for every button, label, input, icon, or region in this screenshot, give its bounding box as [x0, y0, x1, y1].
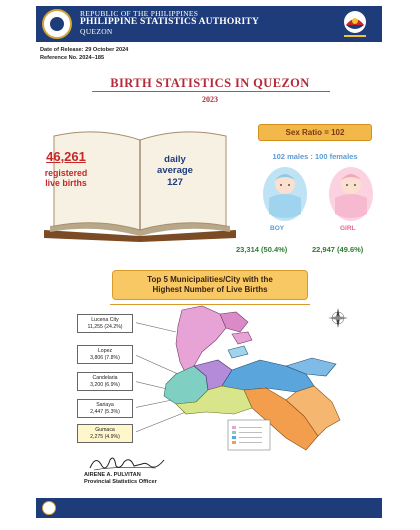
- callout-sariaya: [77, 399, 133, 418]
- signatory-name: AIRENE A. PULVITAN: [84, 472, 141, 478]
- callout-lucena: [77, 314, 133, 333]
- header-republic: REPUBLIC OF THE PHILIPPINES: [80, 9, 199, 18]
- psa-logo-icon: [42, 9, 72, 39]
- girl-label: GIRL: [340, 225, 356, 232]
- callout-value: 3,200 (6.9%): [90, 381, 120, 388]
- header-text: [80, 10, 310, 36]
- top5-heading: [113, 275, 307, 296]
- reference-number: Reference No. 2024–185: [40, 54, 105, 61]
- psa-header-banner: [36, 6, 382, 42]
- total-births-value: 46,261: [46, 149, 86, 164]
- callout-name: Lucena City: [91, 317, 119, 323]
- title-divider: [92, 91, 330, 92]
- connector-line: [136, 322, 176, 332]
- callout-name: Sariaya: [96, 402, 114, 408]
- callout-lopez: [77, 345, 133, 364]
- callout-name: Candelaria: [92, 375, 118, 381]
- callout-candelaria: [77, 372, 133, 391]
- release-date: Date of Release: 29 October 2024: [40, 47, 129, 53]
- footer-logo-icon: [42, 501, 56, 515]
- total-births-label-line1: registered: [44, 168, 88, 178]
- baby-boy-icon: [261, 164, 309, 222]
- baby-girl-icon: [327, 164, 375, 222]
- signature-image: [86, 452, 176, 474]
- release-info: [40, 47, 128, 62]
- psa-footer-banner: [36, 498, 382, 518]
- total-births-label: [32, 168, 100, 188]
- callout-name: Lopez: [97, 348, 113, 354]
- callout-gumaca: [77, 424, 133, 443]
- girl-births-value: 22,947 (49.6%): [312, 245, 364, 254]
- callout-value: 2,275 (4.9%): [90, 433, 120, 440]
- top5-heading-banner: [112, 270, 308, 300]
- daily-label-line1: daily: [164, 154, 186, 165]
- connector-line: [136, 400, 172, 408]
- callout-value: 3,806 (7.8%): [90, 354, 120, 361]
- callout-value: 11,255 (24.2%): [87, 323, 123, 330]
- boy-label: BOY: [270, 225, 285, 232]
- top5-heading-line1: Top 5 Municipalities/City with the: [147, 275, 273, 284]
- page-year: 2023: [202, 95, 218, 104]
- boy-births-value: 23,314 (50.4%): [236, 245, 288, 254]
- compass-icon: [328, 308, 348, 328]
- signatory-title: Provincial Statistics Officer: [84, 479, 157, 485]
- sex-ratio-label: Sex Ratio = 102: [285, 128, 345, 137]
- sex-ratio-banner: [258, 124, 372, 141]
- header-agency: PHILIPPINE STATISTICS AUTHORITY: [80, 16, 260, 27]
- top5-heading-line2: Highest Number of Live Births: [152, 285, 268, 295]
- daily-average: [145, 154, 205, 188]
- daily-label-line2: average: [157, 165, 193, 177]
- callout-value: 2,447 (5.3%): [90, 408, 120, 415]
- total-births-label-line2: live births: [45, 178, 87, 189]
- bagong-pilipinas-logo-icon: [338, 9, 372, 39]
- header-province: QUEZON: [80, 26, 113, 36]
- sex-ratio-detail: 102 males : 100 females: [272, 152, 358, 161]
- page-title: BIRTH STATISTICS IN QUEZON: [110, 76, 310, 90]
- daily-average-value: 127: [167, 176, 183, 188]
- callout-name: Gumaca: [95, 427, 115, 433]
- quezon-province-map: [136, 304, 358, 462]
